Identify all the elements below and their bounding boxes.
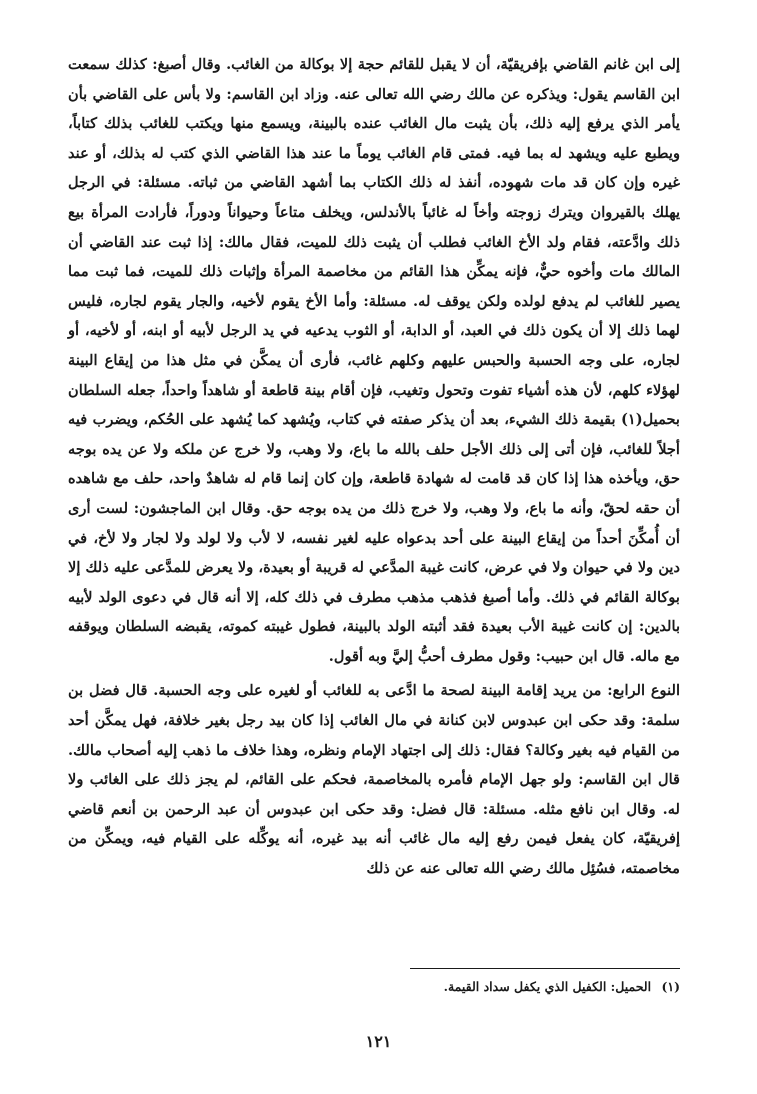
footnote (80, 978, 680, 996)
footnote-text: الحميل: الكفيل الذي يكفل سداد القيمة. (443, 979, 652, 994)
paragraph-2: النوع الرابع: من يريد إقامة البينة لصحة ما ادَّعى به للغائب أو لغيره على وجه الحسبة. قال فضل بن سلمة: وقد حكى ابن عبدوس لابن كنانة في مال الغائب إذا كان بيد رجل بغير خلافة، فهل يمكَّن أحد من القيام فيه بغير وكالة؟ فقال: ذلك إلى اجتهاد الإمام ونظره، وهذا خلاف ما ذهب إليه أصحاب مالك. قال ابن القاسم: ولو جهل الإمام فأمره بالمخاصمة، فحكم على القائم، لم يجز ذلك على الغائب ولا له. وقال ابن نافع مثله. مسئلة: قال فضل: وقد حكى ابن عبدوس أن عبد الرحمن بن أنعم قاضي إفريقيّة، كان يفعل فيمن رفع إليه مال غائب أنه بيد غيره، أنه يوكِّله على القيام فيه، ويمكِّن من مخاصمته، فسُئِل مالك رضي الله تعالى عنه عن ذلك (68, 682, 680, 878)
page-body (68, 50, 680, 884)
footnote-divider (410, 968, 680, 969)
page-number: ١٢١ (365, 1032, 392, 1051)
footnote-marker: (١) (661, 979, 680, 994)
paragraph-1: إلى ابن غانم القاضي بإفريقيّة، أن لا يقبل للقائم حجة إلا بوكالة من الغائب. وقال أصبغ: كذلك سمعت ابن القاسم يقول: ويذكره عن مالك رضي الله تعالى عنه. وزاد ابن القاسم: ولا بأس على القاضي بأن يأمر الذي يرفع إليه ذلك، بأن يثبت مال الغائب عنده بالبينة، ويسمع منها ويكتب للغائب بذلك كتاباً، ويطبع عليه ويشهد له بما فيه. فمتى قام الغائب يوماً ما عند هذا القاضي الذي كتب له بذلك، أو عند غيره وإن كان قد مات شهوده، أنفذ له ذلك الكتاب بما أشهد القاضي من ثباته. مسئلة: في الرجل يهلك بالقيروان ويترك زوجته وأخاً له غائباً بالأندلس، ويخلف متاعاً وحيواناً ودوراً، فأرادت المرأة بيع ذلك وادَّعته، فقام ولد الأخ الغائب فطلب أن يثبت ذلك للميت، فقال مالك: إذا ثبت عند القاضي أن المالك مات وأخوه حيٌّ، فإنه يمكِّن هذا القائم من مخاصمة المرأة وإثبات ذلك للميت، فما ثبت مما يصير للغائب لم يدفع لولده ولكن يوقف له. مسئلة: وأما الأخ يقوم لأخيه، والجار يقوم لجاره، فليس لهما ذلك إلا أن يكون ذلك في العبد، أو الدابة، أو الثوب يدعيه في يد الرجل لأبيه أو ابنه، أو لأخيه، أو لجاره، على وجه الحسبة والحبس عليهم وكلهم غائب، فأرى أن يمكَّن في مثل هذا من إيقاع البينة لهؤلاء كلهم، لأن هذه أشياء تفوت وتحول وتغيب، فإن أقام بينة قاطعة أو شاهداً واحداً، جعله السلطان بحميل(١) بقيمة ذلك الشيء، بعد أن يذكر صفته في كتاب، ويُشهد كما يُشهد على الحُكم، ويضرب فيه أجلاً للغائب، فإن أتى إلى ذلك الأجل حلف بالله ما باع، ولا وهب، ولا خرج عن ملكه ولا عن يده بوجه حق، ويأخذه هذا إذا كان قد قامت له شهادة قاطعة، وإن كان إنما قام له شاهدٌ واحد، حلف مع شاهده أن حقه لحقّ، وأنه ما باع، ولا وهب، ولا خرج ذلك من يده بوجه حق. وقال ابن الماجشون: لست أرى أن أُمكِّنَ أحداً من إيقاع البينة على أحد بدعواه عليه لغير نفسه، لا لأب ولا لولد ولا لجار ولا لأخ، في دين ولا في حيوان ولا في عرض، كانت غيبة المدَّعي له قريبة أو بعيدة، ولا يعرض للمدَّعى عليه ذلك إلا بوكالة القائم في ذلك. وأما أصبغ فذهب مذهب مطرف في ذلك كله، إلا أنه قال في دعوى الولد لأبيه بالدين: إن كانت غيبة الأب بعيدة فقد أثبته الولد بالبينة، فطول غيبته كموته، يقبضه السلطان ويوقفه مع ماله. قال ابن حبيب: وقول مطرف أحبُّ إليَّ وبه أقول. (68, 56, 680, 665)
